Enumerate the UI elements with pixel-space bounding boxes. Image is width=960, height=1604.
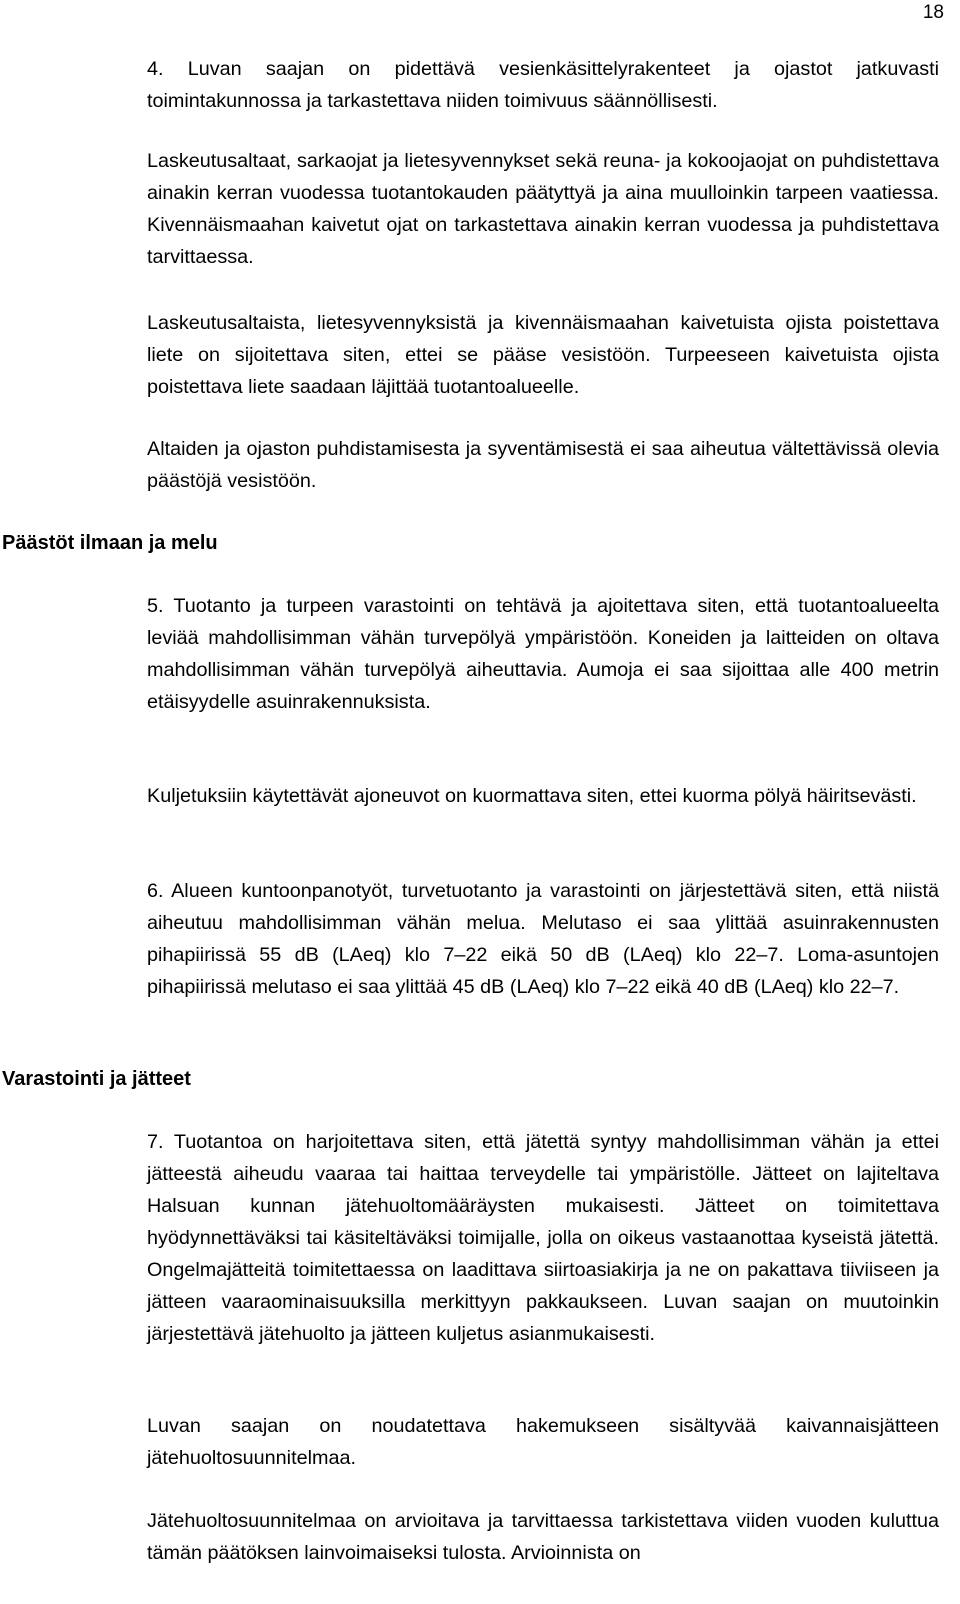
paragraph-6: 6. Alueen kuntoonpanotyöt, turvetuotanto ja varastointi on järjestettävä siten, että niistä aiheutuu mahdollisimman vähän melua. Melutaso ei saa ylittää asuinrakennusten pihapiirissä 55 dB (LAeq) klo 7–22 eikä 50 dB (LAeq) klo 22–7. Loma-asuntojen pihapiirissä melutaso ei saa ylittää 45 dB (LAeq) klo 7–22 eikä 40 dB (LAeq) klo 22–7. (147, 880, 939, 998)
paragraph-4: 4. Luvan saajan on pidettävä vesienkäsittelyrakenteet ja ojastot jatkuvasti toimintakunnossa ja tarkastettava niiden toimivuus säännöllisesti. (147, 58, 939, 112)
paragraph-basin-cleaning: Laskeutusaltaat, sarkaojat ja lietesyvennykset sekä reuna- ja kokoojaojat on puhdistettava ainakin kerran vuodessa tuotantokauden päätyttyä ja aina muulloinkin tarpeen vaatiessa. Kivennäismaahan kaivetut ojat on tarkastettava ainakin kerran vuodessa ja puhdistettava tarvittaessa. (147, 150, 939, 268)
paragraph-5: 5. Tuotanto ja turpeen varastointi on tehtävä ja ajoitettava siten, että tuotantoalueelta leviää mahdollisimman vähän turvepölyä ympäristöön. Koneiden ja laitteiden on oltava mahdollisimman vähän turvepölyä aiheuttavia. Aumoja ei saa sijoittaa alle 400 metrin etäisyydelle asuinrakennuksista. (147, 595, 939, 713)
paragraph-sludge: Laskeutusaltaista, lietesyvennyksistä ja kivennäismaahan kaivetuista ojista poistettava liete on sijoitettava siten, ettei se pääse vesistöön. Turpeeseen kaivetuista ojista poistettava liete saadaan läjittää tuotantoalueelle. (147, 312, 939, 398)
paragraph-transport: Kuljetuksiin käytettävät ajoneuvot on kuormattava siten, ettei kuorma pölyä häiritsevästi. (147, 785, 917, 807)
page-number: 18 (922, 2, 944, 23)
paragraph-deepening: Altaiden ja ojaston puhdistamisesta ja syventämisestä ei saa aiheutua vältettävissä olevia päästöjä vesistöön. (147, 438, 939, 492)
paragraph-waste-plan: Luvan saajan on noudatettava hakemukseen sisältyvää kaivannaisjätteen jätehuoltosuunnitelmaa. (147, 1415, 939, 1469)
paragraph-7: 7. Tuotantoa on harjoitettava siten, että jätettä syntyy mahdollisimman vähän ja ettei jätteestä aiheudu vaaraa tai haittaa terveydelle tai ympäristölle. Jätteet on lajiteltava Halsuan kunnan jätehuoltomääräysten mukaisesti. Jätteet on toimitettava hyödynnettäväksi tai käsiteltäväksi toimijalle, jolla on oikeus vastaanottaa kyseistä jätettä. Ongelmajätteitä toimitettaessa on laadittava siirtoasiakirja ja ne on pakattava tiiviiseen ja jätteen vaaraominaisuuksilla merkittyyn pakkaukseen. Luvan saajan on muutoinkin järjestettävä jätehuolto ja jätteen kuljetus asianmukaisesti. (147, 1131, 939, 1345)
side-heading-emissions: Päästöt ilmaan ja melu (2, 532, 218, 554)
paragraph-plan-review: Jätehuoltosuunnitelmaa on arvioitava ja tarvittaessa tarkistettava viiden vuoden kuluttua tämän päätöksen lainvoimaiseksi tulosta. Arvioinnista on (147, 1510, 939, 1564)
side-heading-storage: Varastointi ja jätteet (2, 1068, 191, 1090)
